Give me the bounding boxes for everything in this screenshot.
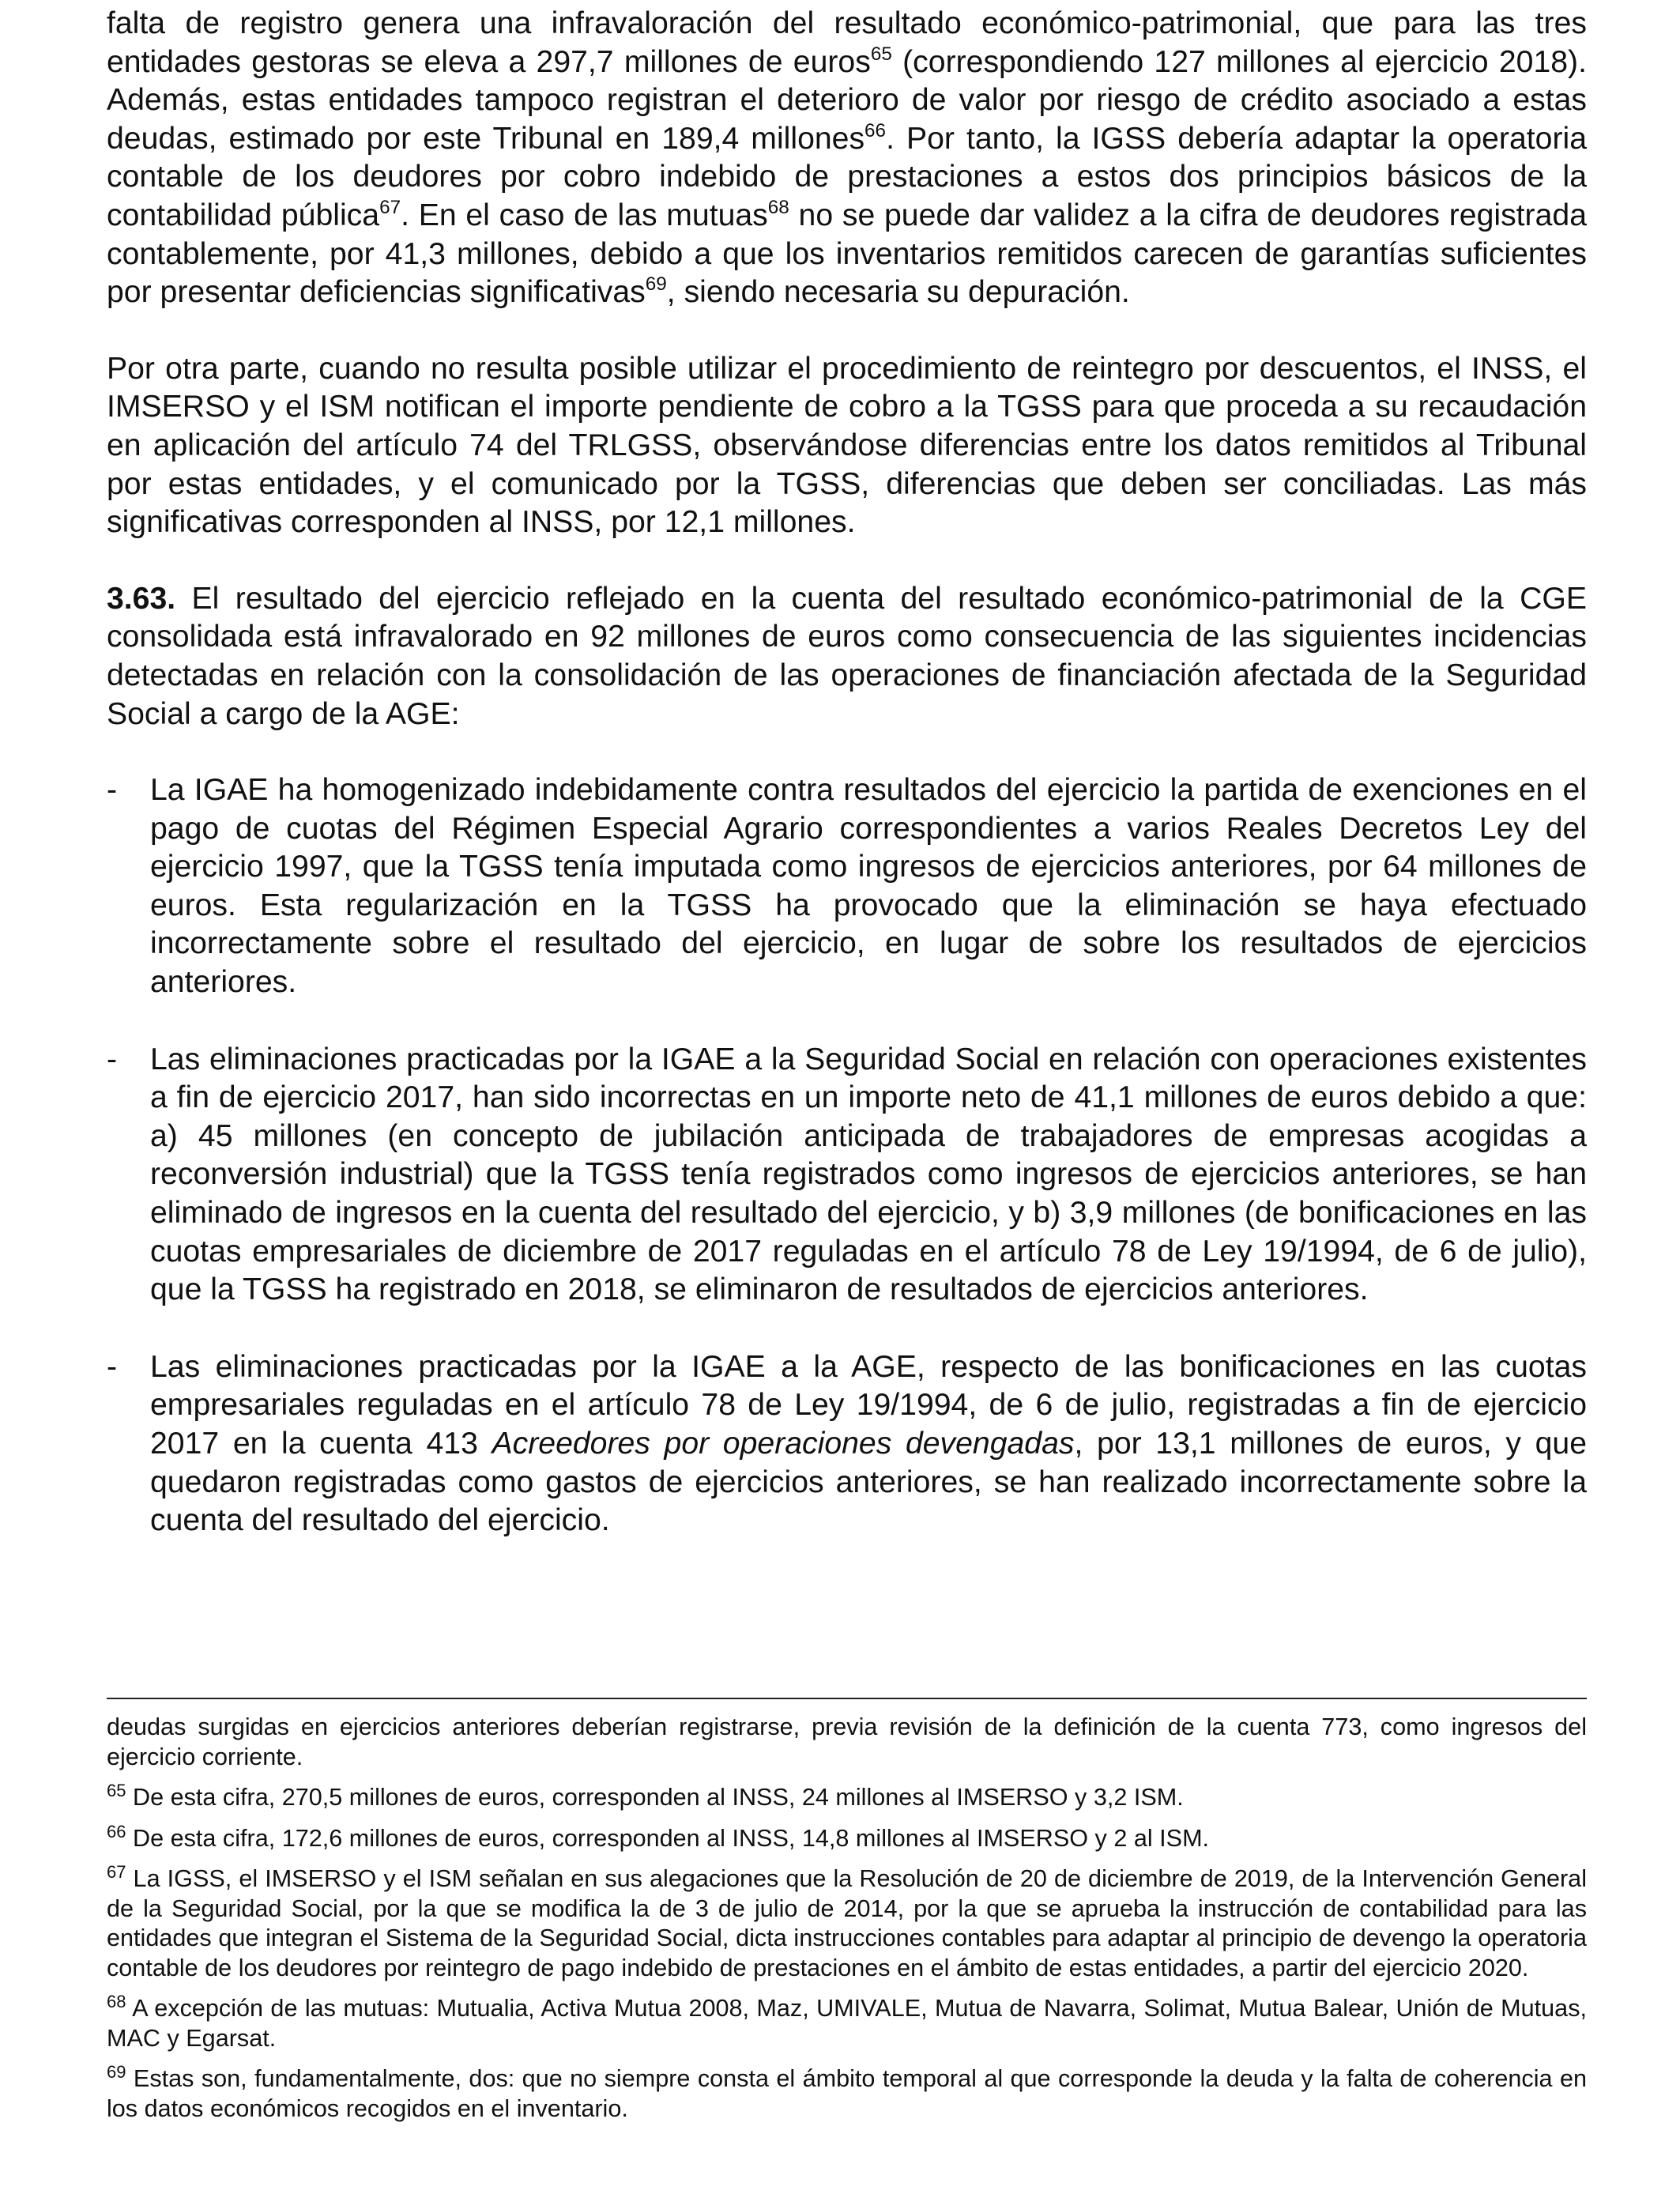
footnote-text: A excepción de las mutuas: Mutualia, Activa Mutua 2008, Maz, UMIVALE, Mutua de Navarra, Solimat, Mutua Balear, Unión de Mutuas, MAC y Egarsat.	[107, 1995, 1587, 2052]
paragraph-reintegro: Por otra parte, cuando no resulta posible utilizar el procedimiento de reintegro por descuentos, el INSS, el IMSERSO y el ISM notifican el importe pendiente de cobro a la TGSS para que proceda a su recaudación en aplicación del artículo 74 del TRLGSS, observándose diferencias entre los datos remitidos al Tribunal por estas entidades, y el comunicado por la TGSS, diferencias que deben ser conciliadas. Las más significativas corresponden al INSS, por 12,1 millones.	[107, 351, 1587, 540]
footnote-continuation: deudas surgidas en ejercicios anteriores deberían registrarse, previa revisión de la definición de la cuenta 773, como ingresos del ejercicio corriente.	[107, 1713, 1587, 1770]
list-item	[107, 771, 1587, 1002]
paragraph-text: no se puede dar validez a la cifra de deudores registrada contablemente, por 41,3 millones, debido a que los inventarios remitidos carecen de garantías suficientes por presentar deficiencias significativas	[107, 198, 1587, 310]
footnote-text: De esta cifra, 270,5 millones de euros, corresponden al INSS, 24 millones al IMSERSO y 3,2 ISM.	[126, 1784, 1184, 1811]
paragraph-text: El resultado del ejercicio reflejado en la cuenta del resultado económico-patrimonial de la CGE consolidada está infravalorado en 92 millones de euros como consecuencia de las siguientes incidencias detectadas en relación con la consolidación de las operaciones de financiación afectada de la Seguridad Social a cargo de la AGE:	[107, 581, 1587, 731]
paragraph-3-63	[107, 580, 1587, 733]
bullet-dash: -	[107, 1349, 118, 1384]
footnote-65	[107, 1780, 1587, 1813]
bullet-dash: -	[107, 773, 118, 808]
paragraph-text: falta de registro genera una infravaloración del resultado económico-patrimonial, que para las tres entidades gestoras se eleva a 297,7 millones de euros	[107, 6, 1587, 79]
list-item	[107, 1041, 1587, 1310]
footnote-ref-68[interactable]: 68	[767, 196, 789, 218]
footnote-66	[107, 1821, 1587, 1854]
paragraph-text: . Por tanto, la IGSS debería adaptar la operatoria contable de los deudores por cobro indebido de prestaciones a estos dos principios básicos de la contabilidad pública	[107, 121, 1587, 232]
footnotes-section	[107, 1713, 1587, 2135]
footnote-text: De esta cifra, 172,6 millones de euros, corresponden al INSS, 14,8 millones al IMSERSO y 2 al ISM.	[126, 1824, 1210, 1852]
account-name-italic: Acreedores por operaciones devengadas	[492, 1427, 1075, 1461]
paragraph-number: 3.63.	[107, 581, 176, 616]
footnote-text: Estas son, fundamentalmente, dos: que no siempre consta el ámbito temporal al que corresponde la deuda y la falta de coherencia en los datos económicos recogidos en el inventario.	[107, 2065, 1587, 2122]
footnote-text: La IGSS, el IMSERSO y el ISM señalan en sus alegaciones que la Resolución de 20 de diciembre de 2019, de la Intervención General de la Seguridad Social, por la que se modifica la de 3 de julio de 2014, por la que se aprueba la instrucción de contabilidad para las entidades que integran el Sistema de la Seguridad Social, dicta instrucciones contables para adaptar al principio de devengo la operatoria contable de los deudores por reintegro de pago indebido de prestaciones en el ámbito de estas entidades, a partir del ejercicio 2020.	[107, 1865, 1587, 1981]
footnote-number: 65	[107, 1780, 126, 1800]
footnote-separator	[107, 1698, 1587, 1699]
list-item-text	[150, 1348, 1587, 1540]
footnote-number: 69	[107, 2061, 126, 2082]
list-item-text: La IGAE ha homogenizado indebidamente contra resultados del ejercicio la partida de exenciones en el pago de cuotas del Régimen Especial Agrario correspondientes a varios Reales Decretos Ley del ejercicio 1997, que la TGSS tenía imputada como ingresos de ejercicios anteriores, por 64 millones de euros. Esta regularización en la TGSS ha provocado que la eliminación se haya efectuado incorrectamente sobre el resultado del ejercicio, en lugar de sobre los resultados de ejercicios anteriores.	[150, 773, 1587, 1000]
footnote-number: 67	[107, 1861, 126, 1882]
footnote-ref-69[interactable]: 69	[645, 273, 667, 296]
list-item-text-part: Las eliminaciones practicadas por la IGAE a la AGE, respecto de las bonificaciones en las cuotas empresariales reguladas en el artículo 78 de Ley 19/1994, de 6 de julio, registradas a fin de ejercicio 2017 en la cuenta 413	[150, 1349, 1587, 1461]
footnote-ref-66[interactable]: 66	[864, 119, 887, 141]
list-item-text: Las eliminaciones practicadas por la IGAE a la Seguridad Social en relación con operaciones existentes a fin de ejercicio 2017, han sido incorrectas en un importe neto de 41,1 millones de euros debido a que: a) 45 millones (en concepto de jubilación anticipada de trabajadores de empresas acogidas a reconversión industrial) que la TGSS tenía registrados como ingresos de ejercicios anteriores, se han eliminado de ingresos en la cuenta del resultado del ejercicio, y b) 3,9 millones (de bonificaciones en las cuotas empresariales de diciembre de 2017 reguladas en el artículo 78 de Ley 19/1994, de 6 de julio), que la TGSS ha registrado en 2018, se eliminaron de resultados de ejercicios anteriores.	[150, 1042, 1587, 1307]
paragraph-text: , siendo necesaria su depuración.	[666, 275, 1130, 310]
footnote-67	[107, 1861, 1587, 1983]
bullet-dash: -	[107, 1042, 118, 1076]
footnote-ref-65[interactable]: 65	[870, 43, 892, 65]
paragraph-text: (correspondiendo 127 millones al ejercicio 2018). Además, estas entidades tampoco registran el deterioro de valor por riesgo de crédito asociado a estas deudas, estimado por este Tribunal en 189,4 millones	[107, 44, 1587, 156]
footnote-number: 68	[107, 1991, 126, 2011]
footnote-number: 66	[107, 1821, 126, 1842]
list-item-text-part: , por 13,1 millones de euros, y que quedaron registradas como gastos de ejercicios anteriores, se han realizado incorrectamente sobre la cuenta del resultado del ejercicio.	[150, 1427, 1587, 1538]
paragraph-text: . En el caso de las mutuas	[401, 198, 768, 232]
list-item	[107, 1348, 1587, 1540]
paragraph-deudores	[107, 5, 1587, 312]
footnote-ref-67[interactable]: 67	[379, 196, 401, 218]
footnote-68	[107, 1991, 1587, 2053]
footnote-69	[107, 2061, 1587, 2124]
document-body	[107, 5, 1587, 1579]
